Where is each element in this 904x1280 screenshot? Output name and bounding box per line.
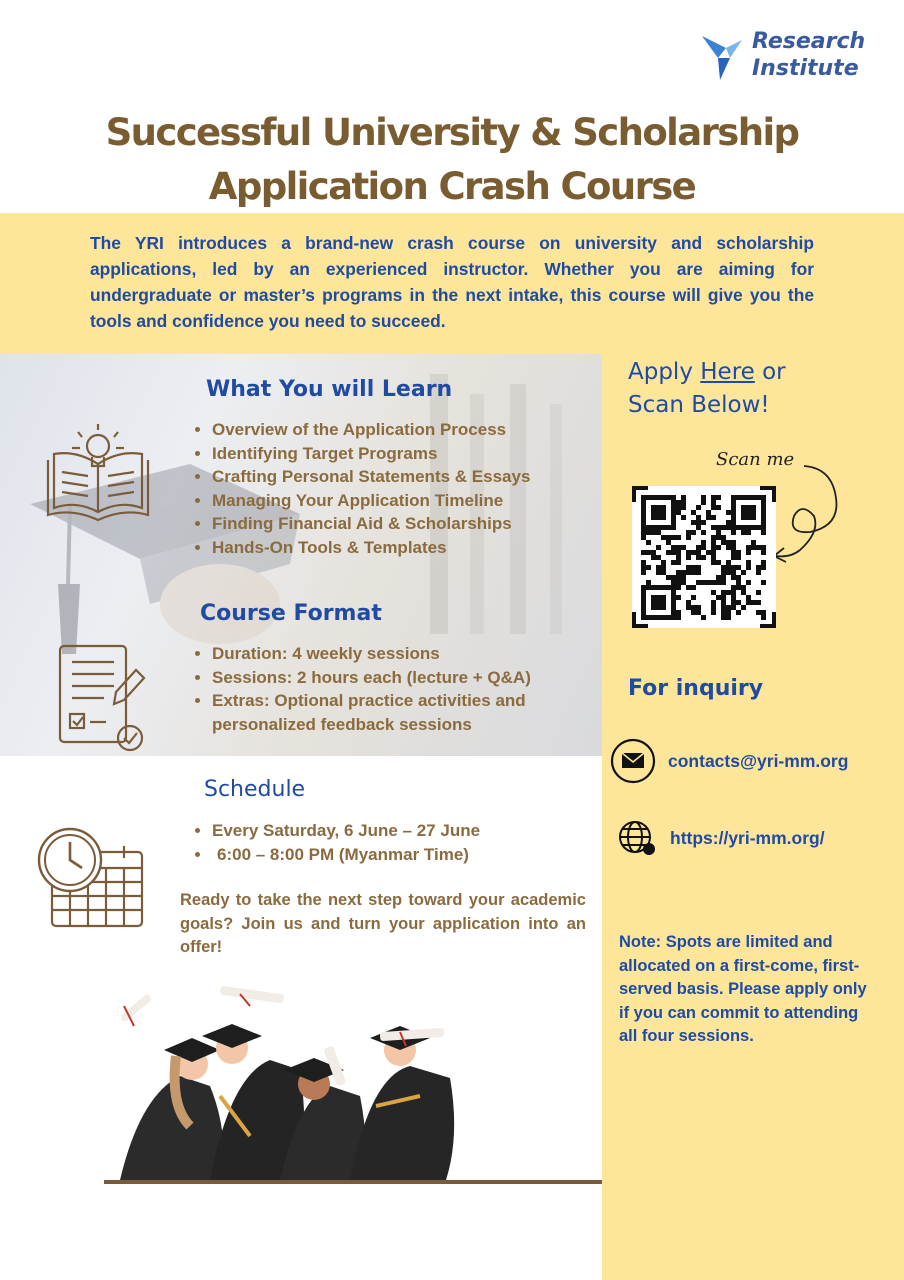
apply-text <box>628 356 786 422</box>
format-list <box>196 642 602 736</box>
book-lightbulb-icon <box>42 420 154 526</box>
note-text: Note: Spots are limited and allocated on a first-come, first-served basis. Please apply only if you can commit to attending all four sessions. <box>619 933 867 1045</box>
list-item: • Every Saturday, 6 June – 27 June <box>212 819 602 843</box>
email-link[interactable]: contacts@yri-mm.org <box>668 751 849 771</box>
learn-heading: What You will Learn <box>206 377 453 402</box>
checklist-pen-icon <box>56 642 148 752</box>
learn-list <box>196 418 602 559</box>
apply-prefix: Apply <box>628 359 701 385</box>
website-link[interactable]: https://yri-mm.org/ <box>670 828 825 848</box>
clock-calendar-icon <box>36 826 148 930</box>
globe-icon <box>617 819 657 857</box>
list-item: • Identifying Target Programs <box>212 442 602 466</box>
list-item: • Finding Financial Aid & Scholarships <box>212 512 602 536</box>
bird-icon <box>700 30 744 82</box>
schedule-heading: Schedule <box>204 777 306 802</box>
format-heading: Course Format <box>200 601 382 626</box>
title-line-1: Successful University & Scholarship <box>105 111 799 154</box>
page-title <box>40 106 864 214</box>
graduates-illustration <box>100 986 604 1190</box>
list-item: • Hands-On Tools & Templates <box>212 536 602 560</box>
list-item: • Overview of the Application Process <box>212 418 602 442</box>
list-item: • 6:00 – 8:00 PM (Myanmar Time) <box>212 843 602 867</box>
list-item: • Duration: 4 weekly sessions <box>212 642 602 666</box>
list-item: • Extras: Optional practice activities and personalized feedback sessions <box>212 689 602 736</box>
logo-line-1: Research <box>752 29 866 54</box>
scan-below-text: Scan Below! <box>628 392 770 418</box>
list-item: • Sessions: 2 hours each (lecture + Q&A) <box>212 666 602 690</box>
apply-here-link[interactable]: Here <box>700 359 755 385</box>
list-item: • Managing Your Application Timeline <box>212 489 602 513</box>
title-line-2: Application Crash Course <box>208 165 696 208</box>
apply-suffix: or <box>754 359 786 385</box>
logo-line-2: Institute <box>752 56 859 81</box>
intro-text: The YRI introduces a brand-new crash course on university and scholarship applications, led by an experienced instructor. Whether you are aiming for undergraduate or master’s programs in the next intake, this course will give you the tools and confidence you need to succeed. <box>90 233 814 331</box>
qr-code[interactable] <box>632 486 776 628</box>
call-to-action-text: Ready to take the next step toward your academic goals? Join us and turn your application into an offer! <box>180 891 586 956</box>
schedule-list <box>196 819 602 866</box>
inquiry-heading: For inquiry <box>628 676 764 701</box>
scan-me-label: Scan me <box>716 449 795 470</box>
curved-arrow-icon <box>770 458 844 568</box>
logo <box>700 28 880 88</box>
logo-text <box>752 28 865 82</box>
mail-icon <box>610 738 656 784</box>
list-item: • Crafting Personal Statements & Essays <box>212 465 602 489</box>
